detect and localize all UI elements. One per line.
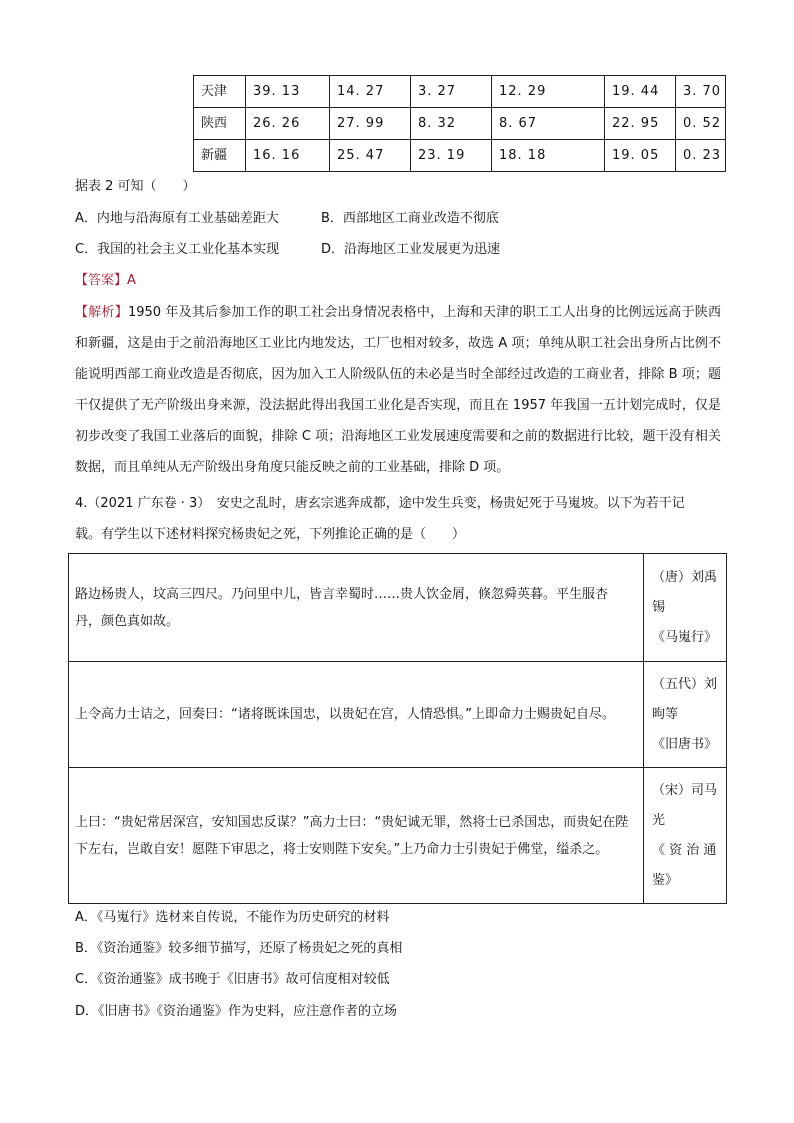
table-row bbox=[69, 768, 727, 904]
table-cell: 16. 16 bbox=[246, 140, 330, 172]
source-line: （宋）司马 bbox=[652, 782, 718, 798]
source-line: 鉴》 bbox=[652, 872, 679, 888]
table-cell: 27. 99 bbox=[330, 108, 411, 140]
option-b: B．《资治通鉴》较多细节描写，还原了杨贵妃之死的真相 bbox=[75, 941, 403, 956]
question-stem: 据表 2 可知（ ） bbox=[75, 179, 196, 194]
table-cell: 0. 23 bbox=[676, 140, 726, 172]
source-line: 《 资 治 通 bbox=[652, 842, 717, 858]
table-cell-city: 天津 bbox=[194, 76, 246, 108]
table-cell: 14. 27 bbox=[330, 76, 411, 108]
source-line: 《旧唐书》 bbox=[652, 736, 718, 752]
option-row bbox=[75, 210, 499, 228]
table-cell: 8. 32 bbox=[411, 108, 492, 140]
option-d: D．《旧唐书》《资治通鉴》作为史料，应注意作者的立场 bbox=[75, 1004, 398, 1019]
analysis-text: 1950 年及其后参加工作的职工社会出身情况表格中，上海和天津的职工工人出身的比例远远高于陕西和新疆，这是由于之前沿海地区工业比内地发达，工厂也相对较多，故选 A 项；单纯从职工社会出身所占比例不能说明西部工商业改造是否彻底，因为加入工人阶级队伍的未必是当时全部经过改造的工商业者，排除 B 项；题干仅提供了无产阶级出身来源，没法据此得出我国工业化是否实现，而且在 1957 年我国一五计划完成时，仅是初步改变了我国工业落后的面貌，排除 C 项；沿海地区工业发展速度需要和之前的数据进行比较，题干没有相关数据，而且单纯从无产阶级出身角度只能反映之前的工业基础，排除 D 项。 bbox=[75, 305, 721, 475]
question-stem: 载。有学生以下述材料探究杨贵妃之死，下列推论正确的是（ ） bbox=[75, 527, 466, 542]
source-line: （唐）刘禹 bbox=[652, 569, 718, 585]
analysis-paragraph bbox=[75, 297, 721, 483]
source-author bbox=[644, 554, 727, 662]
table-cell: 26. 26 bbox=[246, 108, 330, 140]
table-row bbox=[194, 76, 726, 108]
table-cell: 3. 70 bbox=[676, 76, 726, 108]
table-cell: 23. 19 bbox=[411, 140, 492, 172]
table-row bbox=[194, 108, 726, 140]
table-cell-city: 陕西 bbox=[194, 108, 246, 140]
table-cell: 39. 13 bbox=[246, 76, 330, 108]
source-text: 路边杨贵人，坟高三四尺。乃问里中儿，皆言幸蜀时……贵人饮金屑，倏忽舜英暮。平生服杏丹，颜色真如故。 bbox=[69, 554, 644, 662]
table-cell-city: 新疆 bbox=[194, 140, 246, 172]
source-line: 锡 bbox=[652, 599, 666, 615]
table-cell: 12. 29 bbox=[492, 76, 605, 108]
source-text: 上令高力士诘之，回奏曰：“诸将既诛国忠，以贵妃在宫，人情恐惧。”上即命力士赐贵妃自尽。 bbox=[69, 662, 644, 768]
option-b: B．西部地区工商业改造不彻底 bbox=[321, 211, 499, 226]
answer-label: 【答案】A bbox=[75, 273, 136, 288]
table-row bbox=[69, 554, 727, 662]
source-text: 上曰：“贵妃常居深宫，安知国忠反谋？”高力士曰：“贵妃诚无罪，然将士已杀国忠，而贵妃在陛下左右，岂敢自安！愿陛下审思之，将士安则陛下安矣。”上乃命力士引贵妃于佛堂，缢杀之。 bbox=[69, 768, 644, 904]
question-stem: 4.（2021 广东卷 · 3） 安史之乱时，唐玄宗逃奔成都，途中发生兵变，杨贵妃死于马嵬坡。以下为若干记 bbox=[75, 496, 685, 511]
statistics-table bbox=[193, 75, 726, 172]
sources-table bbox=[68, 553, 727, 904]
table-cell: 3. 27 bbox=[411, 76, 492, 108]
table-cell: 19. 05 bbox=[605, 140, 676, 172]
source-author bbox=[644, 662, 727, 768]
option-a: A．《马嵬行》选材来自传说，不能作为历史研究的材料 bbox=[75, 910, 390, 925]
table-cell: 8. 67 bbox=[492, 108, 605, 140]
source-line: 昫等 bbox=[652, 706, 679, 722]
analysis-tag: 【解析】 bbox=[75, 305, 128, 320]
option-c: C．《资治通鉴》成书晚于《旧唐书》故可信度相对较低 bbox=[75, 972, 390, 987]
source-line: 光 bbox=[652, 812, 666, 828]
source-line: （五代）刘 bbox=[652, 676, 718, 692]
table-cell: 25. 47 bbox=[330, 140, 411, 172]
option-a: A．内地与沿海原有工业基础差距大 bbox=[75, 211, 279, 226]
table-cell: 18. 18 bbox=[492, 140, 605, 172]
table-cell: 22. 95 bbox=[605, 108, 676, 140]
option-row bbox=[75, 241, 500, 259]
option-c: C．我国的社会主义工业化基本实现 bbox=[75, 242, 280, 257]
option-d: D．沿海地区工业发展更为迅速 bbox=[321, 242, 501, 257]
table-cell: 0. 52 bbox=[676, 108, 726, 140]
table-cell: 19. 44 bbox=[605, 76, 676, 108]
source-author bbox=[644, 768, 727, 904]
table-row bbox=[194, 140, 726, 172]
source-line: 《马嵬行》 bbox=[652, 629, 718, 645]
table-row bbox=[69, 662, 727, 768]
